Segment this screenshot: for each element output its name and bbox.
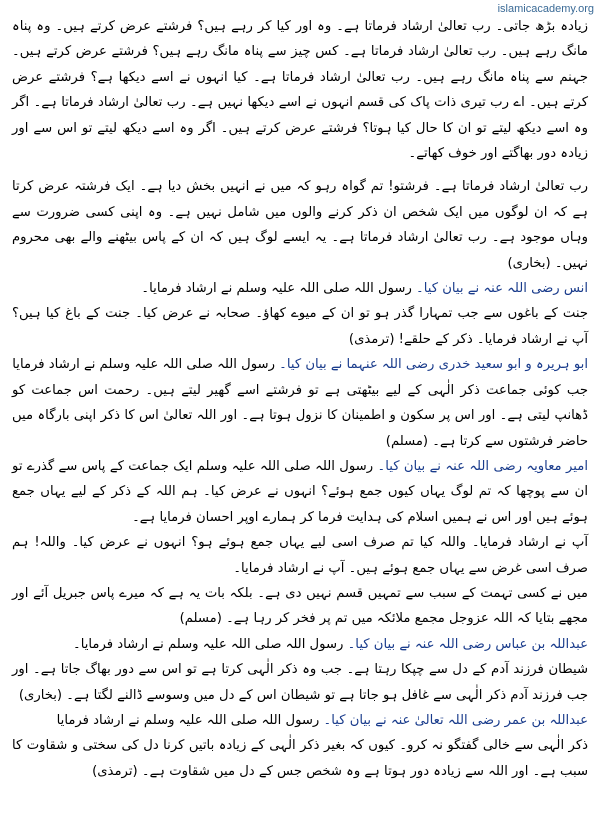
paragraph-text: جب کوئی جماعت ذکر الٰہی کے لیے بیٹھتی ہے تو فرشتے اسے گھیر لیتے ہیں۔ رحمت اس جماعت کو ڈھانپ لیتی ہے۔ اور اس پر سکون و اطمینان کا نزول ہوتا ہے۔ اور اللہ تعالیٰ اس کا ذکر اپنی بارگاہ میں حاضر فرشتوں سے کرتا ہے۔: [12, 382, 588, 449]
paragraph-text: میں نے کسی تہمت کے سبب سے تمہیں قسم نہیں دی ہے۔ بلکہ بات یہ ہے کہ میرے پاس جبریل آئے اور مجھے بتایا کہ اللہ عزوجل مجمع ملائکہ میں تم پر فخر کر رہا ہے۔: [12, 585, 588, 627]
narration-intro: [12, 708, 588, 733]
paragraph-text: رب تعالیٰ ارشاد فرماتا ہے۔ فرشتو! تم گواہ رہو کہ میں نے انہیں بخش دیا ہے۔ ایک فرشتہ عرض کرتا ہے کہ ان لوگوں میں ایک شخص ان ذکر کرنے والوں میں شامل نہیں ہے۔ وہ اپنی کسی ضرورت سے وہاں موجود ہے۔ رب تعالیٰ ارشاد فرماتا ہے۔ یہ ایسے لوگ ہیں کہ ان کے پاس بیٹھنے والے بھی محروم نہیں۔: [12, 179, 588, 271]
narration-intro: [12, 276, 588, 301]
hadith-text: [12, 581, 588, 632]
hadith-text: [12, 657, 588, 708]
hadith-page: [12, 14, 588, 784]
paragraph-text: شیطان فرزند آدم کے دل سے چپکا رہتا ہے۔ جب وہ ذکر الٰہی کرتا ہے تو اس سے دور بھاگ جاتا ہے۔ اور جب فرزند آدم ذکر الٰہی سے غافل ہو جاتا ہے تو شیطان اس کے دل میں وسوسے ڈالنے لگتا ہے۔: [12, 662, 588, 703]
narration-text: رسول اللہ صلی اللہ علیہ وسلم نے ارشاد فرمایا۔: [141, 281, 412, 297]
narrator-name: امیر معاویہ رضی اللہ عنہ نے بیان کیا۔: [377, 458, 588, 474]
hadith-source: (بخاری): [18, 687, 63, 703]
narration-intro: [12, 454, 588, 530]
site-watermark: islamicacademy.org: [497, 3, 594, 15]
hadith-text: [12, 14, 588, 166]
hadith-text: [12, 733, 588, 784]
narration-text: رسول اللہ صلی اللہ علیہ وسلم نے ارشاد فرمایا: [56, 712, 320, 728]
paragraph-text: آپ نے ارشاد فرمایا۔ واللہ کیا تم صرف اسی لیے یہاں جمع ہوئے ہو؟ انہوں نے عرض کیا۔ واللہ! ہم صرف اسی غرض سے یہاں جمع ہوئے ہیں۔ آپ نے ارشاد فرمایا۔: [12, 535, 588, 576]
hadith-text: [12, 174, 588, 276]
paragraph-text: جنت کے باغوں سے جب تمہارا گذر ہو تو ان کے میوے کھاؤ۔ صحابہ نے عرض کیا۔ جنت کے باغ کیا ہیں؟ آپ نے ارشاد فرمایا۔ ذکر کے حلقے!: [12, 306, 588, 347]
narrator-name: عبداللہ بن عمر رضی اللہ تعالیٰ عنہ نے بیان کیا۔: [323, 712, 588, 728]
narrator-name: عبداللہ بن عباس رضی اللہ عنہ نے بیان کیا۔: [347, 636, 588, 652]
narration-intro: [12, 352, 588, 377]
hadith-source: (بخاری): [507, 255, 551, 271]
narration-text: رسول اللہ صلی اللہ علیہ وسلم نے ارشاد فرمایا۔: [72, 636, 344, 652]
narration-intro: [12, 632, 588, 657]
narrator-name: ابو ہریرہ و ابو سعید خدری رضی اللہ عنہما نے بیان کیا۔: [279, 357, 588, 373]
paragraph-text: زیادہ بڑھ جاتی۔ رب تعالیٰ ارشاد فرماتا ہے۔ وہ اور کیا کر رہے ہیں؟ فرشتے عرض کرتے ہیں۔ وہ پناہ مانگ رہے ہیں۔ رب تعالیٰ ارشاد فرماتا ہے۔ کس چیز سے پناہ مانگ رہے ہیں؟ فرشتے عرض کرتے ہیں۔ جہنم سے پناہ مانگ رہے ہیں۔ رب تعالیٰ ارشاد فرماتا ہے۔ کیا انہوں نے اسے دیکھا ہے؟ فرشتے عرض کرتے ہیں۔ اے رب تیری ذات پاک کی قسم انہوں نے اسے دیکھا نہیں ہے۔ رب تعالیٰ ارشاد فرماتا ہے۔ اگر وہ اسے دیکھ لیتے تو ان کا حال کیا ہوتا؟ فرشتے عرض کرتے ہیں۔ اگر وہ اسے دیکھ لیتے تو اس سے اور زیادہ دور بھاگتے اور خوف کھاتے۔: [12, 19, 588, 162]
hadith-source: (ترمذی): [348, 331, 395, 347]
paragraph-gap: [12, 166, 588, 174]
hadith-source: (مسلم): [385, 433, 429, 449]
hadith-text: [12, 301, 588, 352]
paragraph-text: ذکر الٰہی سے خالی گفتگو نہ کرو۔ کیوں کہ بغیر ذکر الٰہی کے زیادہ باتیں کرنا دل کی سختی و شقاوت کا سبب ہے۔ اور اللہ سے زیادہ دور ہوتا ہے وہ شخص جس کے دل میں شقاوت ہے۔: [12, 738, 588, 779]
narrator-name: انس رضی اللہ عنہ نے بیان کیا۔: [416, 281, 588, 297]
hadith-source: (مسلم): [179, 611, 222, 627]
hadith-text: [12, 378, 588, 454]
narration-text: رسول اللہ صلی اللہ علیہ وسلم ایک جماعت کے پاس سے گذرے تو ان سے پوچھا کہ تم لوگ یہاں کیوں جمع ہوئے؟ انہوں نے عرض کیا۔ ہم اللہ کے ذکر کے لیے یہاں جمع ہوئے ہیں اور اس نے ہمیں اسلام کی ہدایت فرما کر ہمارے اوپر احسان فرمایا ہے۔: [12, 458, 588, 525]
narration-text: رسول اللہ صلی اللہ علیہ وسلم نے ارشاد فرمایا: [12, 357, 275, 373]
hadith-source: (ترمذی): [92, 763, 138, 779]
hadith-text: [12, 530, 588, 581]
